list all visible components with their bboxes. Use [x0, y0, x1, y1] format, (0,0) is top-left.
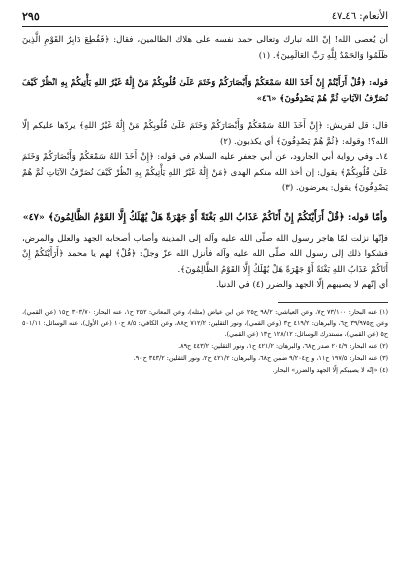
footnote-2: (٢) عنه البحار: ٢٠٤/٩ صدر ح٦٨، والبرهان: ٤٢١/٢ ح١، ونور الثقلين: ٤٤٣/٢ ح٨٩. — [178, 341, 388, 350]
page — [22, 10, 388, 576]
paragraph-3: قال: قل لقريش: ﴿إِنْ أَخَذَ اللهُ سَمْعَكُمْ وَأَبْصَارَكُمْ وَخَتَمَ عَلَىٰ قُلُوبِكُمْ مَنْ إِلَٰهٌ غَيْرُ اللهِ﴾ يردّها عليكم إلّا الله؟! وقوله: ﴿ثُمَّ هُمْ يَصْدِفُونَ﴾ أي يكذبون. (٢) — [22, 121, 388, 147]
surah-reference: الأنعام: ٤٦ـ٤٧ — [331, 11, 388, 22]
paragraph-6: فإنّها نزلت لمّا هاجر رسول الله صلّى الله عليه وآله إلى المدينة وأصاب أصحابه الجهد والعلل والمرض، فشكوا ذلك إلى رسول الله صلّى الله عليه وآله فأنزل الله عزّ وجلّ: ﴿قُلْ﴾ لهم يا محمد ﴿أَرَأَيْتَكُمْ إِنْ أَتَاكُمْ عَذَابُ اللهِ بَغْتَةً أَوْ جَهْرَةً هَلْ يُهْلَكُ إِلَّا القَوْمُ الظَّالِمُونَ﴾. — [22, 233, 388, 275]
running-header — [22, 10, 388, 27]
footnote-divider — [278, 302, 388, 303]
verse-46: قوله: ﴿قُلْ أَرَأَيْتُمْ إِنْ أَخَذَ اللهُ سَمْعَكُمْ وَأَبْصَارَكُمْ وَخَتَمَ عَلَىٰ قُلُوبِكُمْ مَنْ إِلَٰهٌ غَيْرُ اللهِ يَأْتِيكُمْ بِهِ انْظُرْ كَيْفَ نُصَرِّفُ الآيَاتِ ثُمَّ هُمْ يَصْدِفُونَ﴾ «٤٦» — [22, 78, 388, 104]
footnote-4: (٤) «إنّه لا يصيبكم إلّا الجهد والضرر» البحار. — [272, 365, 388, 374]
footnote-3: (٣) عنه البحار: ١٩٧/٥ ح١١، و ج٩/٢٠٤ ضمن ح٦٨، والبرهان: ٤٢١/٢ ح٢، ونور الثقلين: ٣٤٣/٢ ح٩٠. — [133, 353, 388, 362]
page-number: ٢٩٥ — [22, 10, 40, 23]
paragraph-4: ١٤ـ وفي رواية أبي الجارود، عن أبي جعفر عليه السلام في قوله: ﴿إِنْ أَخَذَ اللهُ سَمْعَكُمْ وَأَبْصَارَكُمْ وَخَتَمَ عَلَىٰ قُلُوبِكُمْ﴾ يقول: إن أخذ الله منكم الهدى ﴿مَنْ إِلَٰهٌ غَيْرُ اللهِ يَأْتِيكُمْ بِهِ انْظُرْ كَيْفَ نُصَرِّفُ الآيَاتِ ثُمَّ هُمْ يَصْدِفُونَ﴾ يقول: يعرضون. (٣) — [22, 152, 388, 193]
main-text — [22, 27, 388, 294]
verse-47: وأمّا قوله: ﴿قُلْ أَرَأَيْتَكُمْ إِنْ أَتَاكُمْ عَذَابُ اللهِ بَغْتَةً أَوْ جَهْرَةً هَلْ يُهْلَكُ إِلَّا القَوْمُ الظَّالِمُونَ﴾ «٤٧» — [22, 211, 388, 223]
paragraph-1: أن يُعصى الله! إنّ الله تبارك وتعالى حمد نفسه على هلاك الظالمين، فقال: ﴿فَقُطِعَ دَابِرُ القَوْمِ الَّذِينَ ظَلَمُوا وَالحَمْدُ لِلَّهِ رَبِّ العَالَمِينَ﴾. (١) — [22, 35, 388, 61]
footnotes — [22, 307, 388, 376]
paragraph-7: أي إنّهم لا يصيبهم إلّا الجهد والضرر (٤) في الدنيا. — [215, 280, 388, 290]
footnote-1: (١) عنه البحار: ٧٣/١٠٠ ح٧، وعن العياشي: ٩٨/٢ ح٢٥ عن ابن عياض (مثله)، وعن المعاني: ٢٥٢ ح١، عنه البحار: ٣٠٣/٧٠ ح١٥ (عن القمي)، وعن ج٣٩/٩٧٥ ح٦، والبرهان: ٤١٩/٢ ح٣ (وعن القمي)، ونور الثقلين: ٧١٢/٢ ح٨٨، وعن الكافي: ٨/٥ ح١٠ (عن الأول)، عنه الوسائل: ٥٠١/١١ ح٥ (عن القمي)، مستدرك الوسائل: ١٢٨/١٢ ح١٣ (عن القمي). — [22, 307, 388, 338]
